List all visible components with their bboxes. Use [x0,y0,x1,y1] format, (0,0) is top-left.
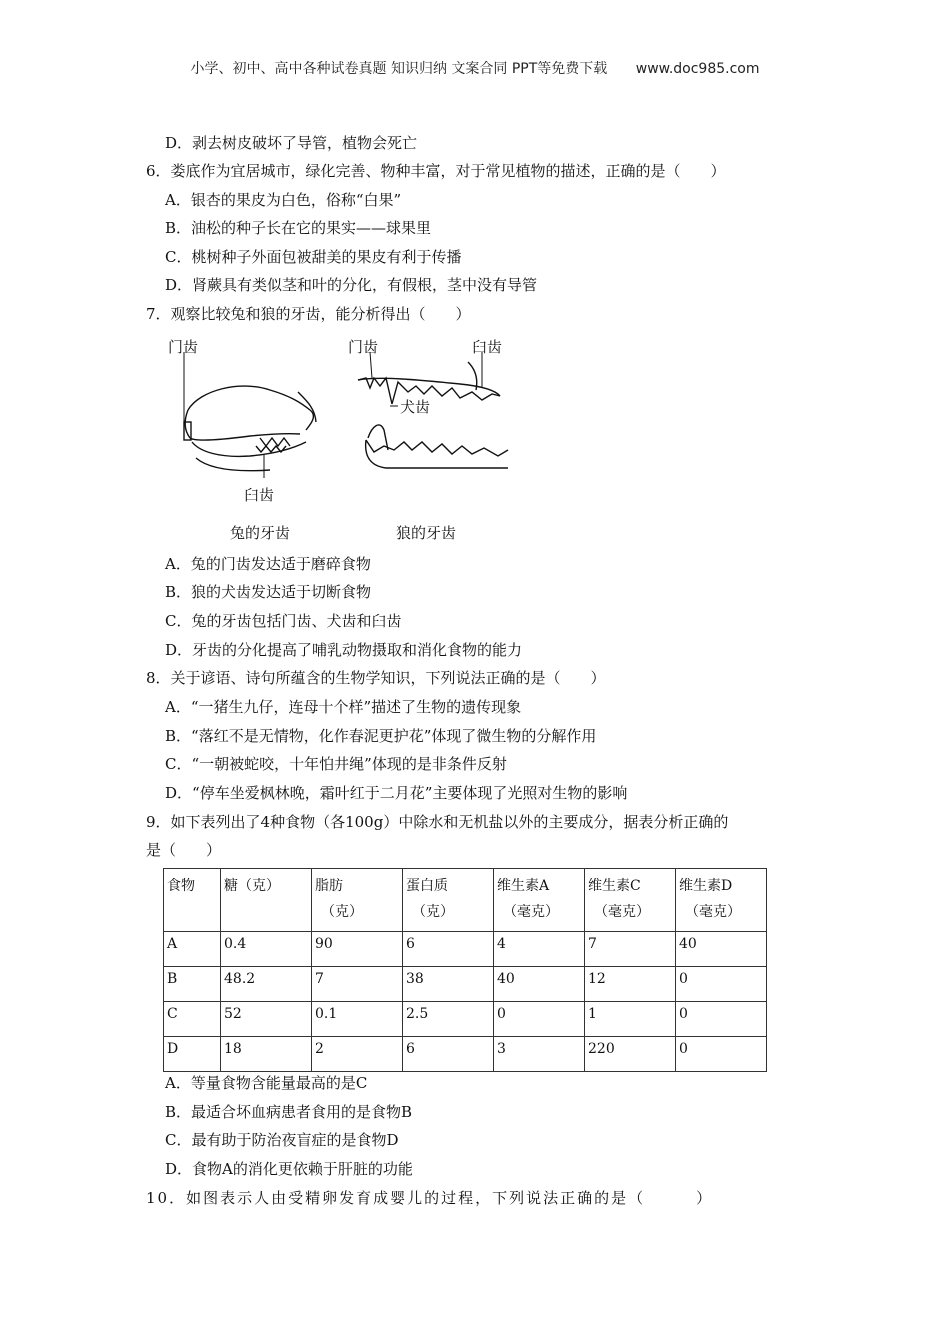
q9-option-d: D．食物A的消化更依赖于肝脏的功能 [165,1160,413,1178]
page-header [0,58,950,78]
q10-stem: 10．如图表示人由受精卵发育成婴儿的过程，下列说法正确的是（ ） [146,1189,714,1207]
table-cell: 0 [676,1002,767,1037]
header-cell: 维生素C （毫克） [585,869,676,932]
teeth-figure [160,330,520,550]
table-cell: 3 [494,1037,585,1072]
q8-stem: 8．关于谚语、诗句所蕴含的生物学知识，下列说法正确的是（ ） [146,669,606,687]
table-cell: 0 [676,1037,767,1072]
header-url[interactable]: www.doc985.com [635,61,760,77]
table-cell: 4 [494,932,585,967]
table-cell: 0 [676,967,767,1002]
header-cell: 蛋白质 （克） [403,869,494,932]
rabbit-caption: 兔的牙齿 [230,524,291,542]
table-cell: 7 [585,932,676,967]
table-cell: 1 [585,1002,676,1037]
table-row [164,1002,767,1037]
q6-stem: 6．娄底作为宜居城市，绿化完善、物种丰富，对于常见植物的描述，正确的是（ ） [146,162,726,180]
table-row [164,1037,767,1072]
food-nutrition-table [163,868,767,1072]
q9-stem-line2: 是（ ） [146,841,222,859]
table-cell: 18 [221,1037,312,1072]
q9-option-b: B．最适合坏血病患者食用的是食物B [165,1103,413,1121]
teeth-diagram [160,330,520,550]
q9-option-a: A．等量食物含能量最高的是C [165,1074,368,1092]
q8-option-b: B．“落红不是无情物，化作春泥更护花”体现了微生物的分解作用 [165,727,597,745]
q8-option-c: C．“一朝被蛇咬，十年怕井绳”体现的是非条件反射 [165,755,507,773]
q5-option-d: D．剥去树皮破坏了导管，植物会死亡 [165,134,418,152]
table-cell: 52 [221,1002,312,1037]
table-cell: B [164,967,221,1002]
table-cell: D [164,1037,221,1072]
table-cell: 38 [403,967,494,1002]
table-cell: 7 [312,967,403,1002]
wolf-molar-label: 臼齿 [472,338,503,356]
table-cell: 0.4 [221,932,312,967]
q7-option-d: D．牙齿的分化提高了哺乳动物摄取和消化食物的能力 [165,641,523,659]
table-cell: 0.1 [312,1002,403,1037]
q7-option-b: B．狼的犬齿发达适于切断食物 [165,583,372,601]
table-cell: 40 [676,932,767,967]
table-cell: C [164,1002,221,1037]
q7-option-a: A．兔的门齿发达适于磨碎食物 [165,555,371,573]
rabbit-incisor-label: 门齿 [168,338,199,356]
header-cell: 脂肪 （克） [312,869,403,932]
header-cell: 维生素A （毫克） [494,869,585,932]
header-text: 小学、初中、高中各种试卷真题 知识归纳 文案合同 PPT等免费下载 [190,61,608,77]
header-cell: 糖（克） [221,869,312,932]
wolf-incisor-label: 门齿 [348,338,379,356]
table-cell: 90 [312,932,403,967]
table-cell: 6 [403,1037,494,1072]
q9-stem-line1: 9．如下表列出了4种食物（各100g）中除水和无机盐以外的主要成分，据表分析正确的 [146,813,729,831]
q8-option-a: A．“一猪生九仔，连母十个样”描述了生物的遗传现象 [165,698,522,716]
q7-stem: 7．观察比较兔和狼的牙齿，能分析得出（ ） [146,305,471,323]
q6-option-b: B．油松的种子长在它的果实——球果里 [165,219,432,237]
table-cell: 12 [585,967,676,1002]
header-cell: 食物 [164,869,221,932]
table-cell: 6 [403,932,494,967]
table-cell: 2.5 [403,1002,494,1037]
q8-option-d: D．“停车坐爱枫林晚，霜叶红于二月花”主要体现了光照对生物的影响 [165,784,628,802]
wolf-jaws-drawing [358,362,508,468]
rabbit-skull-drawing [184,386,316,471]
q7-option-c: C．兔的牙齿包括门齿、犬齿和臼齿 [165,612,402,630]
rabbit-molar-label: 臼齿 [244,486,275,504]
table-cell: 40 [494,967,585,1002]
q6-option-c: C．桃树种子外面包被甜美的果皮有利于传播 [165,248,462,266]
table-row [164,932,767,967]
table-cell: 48.2 [221,967,312,1002]
table-header-row [164,869,767,932]
q6-option-a: A．银杏的果皮为白色，俗称“白果” [165,191,402,209]
q6-option-d: D．肾蕨具有类似茎和叶的分化，有假根，茎中没有导管 [165,276,538,294]
wolf-canine-label: 犬齿 [400,398,431,416]
table-cell: A [164,932,221,967]
table-cell: 2 [312,1037,403,1072]
q9-option-c: C．最有助于防治夜盲症的是食物D [165,1131,399,1149]
header-cell: 维生素D （毫克） [676,869,767,932]
table-cell: 0 [494,1002,585,1037]
wolf-caption: 狼的牙齿 [396,524,457,542]
table-cell: 220 [585,1037,676,1072]
table-row [164,967,767,1002]
